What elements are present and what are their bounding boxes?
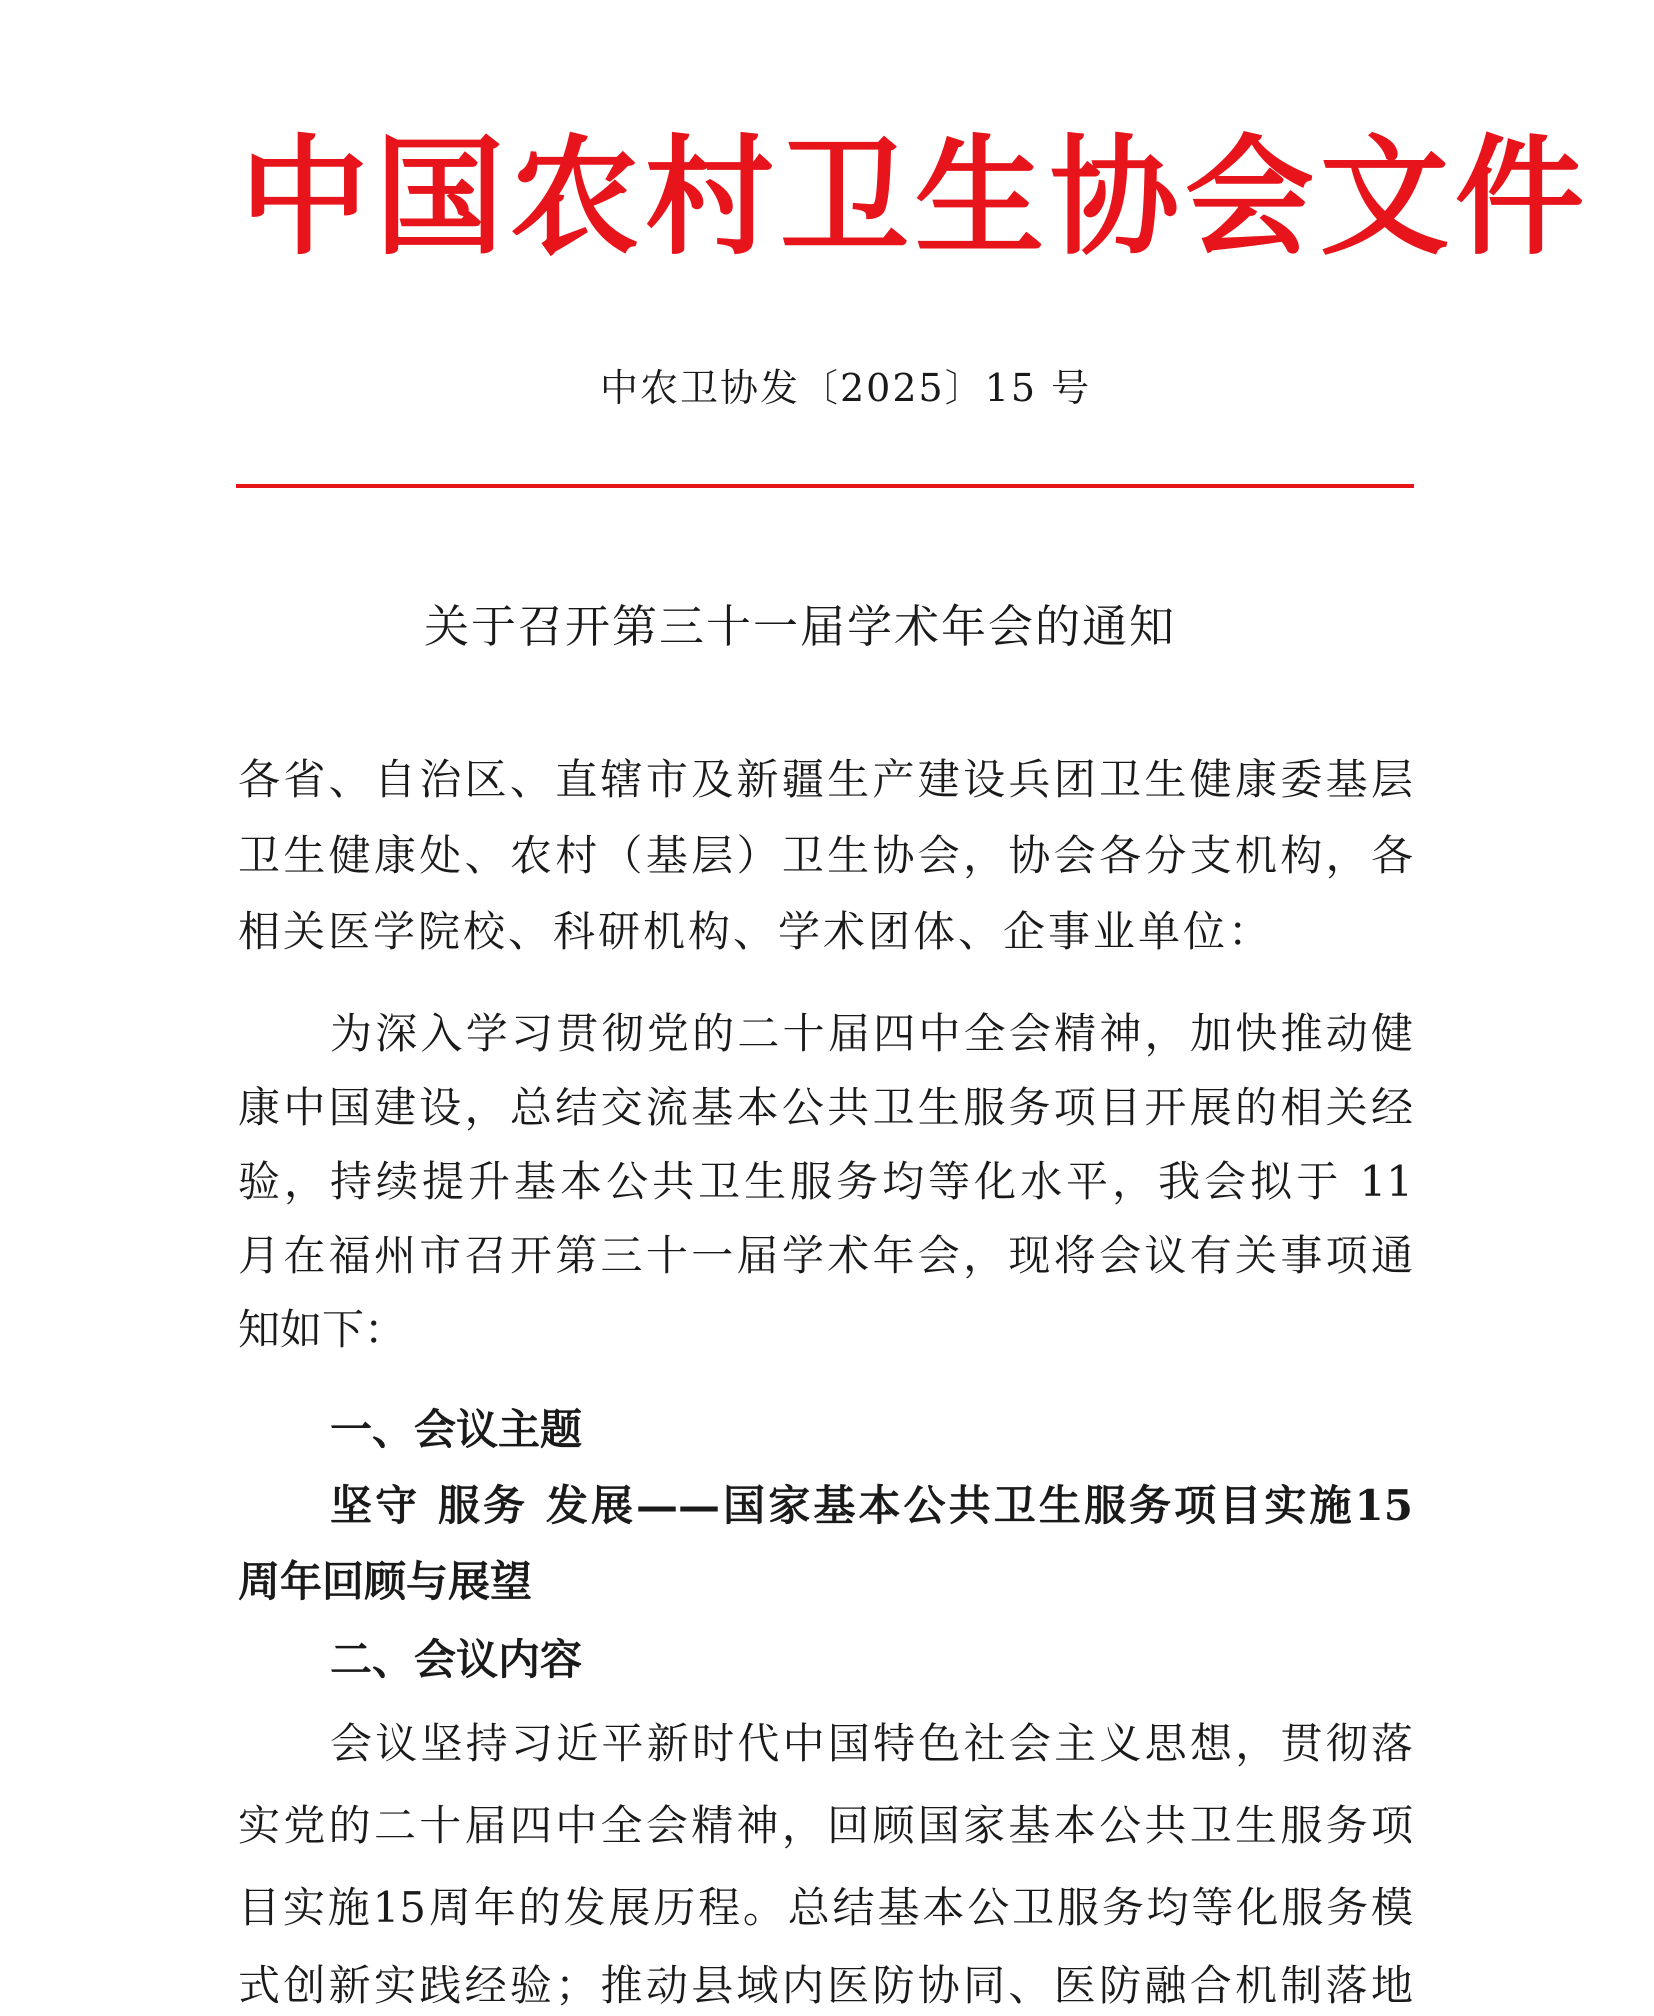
section-2-heading: 二、会议内容 <box>330 1635 583 1684</box>
document-header-title: 中国农村卫生协会文件 <box>240 123 1590 273</box>
content-line-3: 目实施15周年的发展历程。总结基本公卫服务均等化服务模 <box>238 1883 1413 1932</box>
intro-line-1: 为深入学习贯彻党的二十届四中全会精神，加快推动健 <box>330 1009 1413 1058</box>
theme-line-1: 坚守 服务 发展——国家基本公共卫生服务项目实施15 <box>330 1481 1413 1530</box>
addressee-line-3: 相关医学院校、科研机构、学术团体、企事业单位： <box>238 907 1274 956</box>
intro-line-5: 知如下： <box>238 1305 407 1354</box>
notice-title: 关于召开第三十一届学术年会的通知 <box>424 600 1177 653</box>
red-separator-line <box>236 484 1414 488</box>
intro-line-2: 康中国建设，总结交流基本公共卫生服务项目开展的相关经 <box>238 1083 1413 1132</box>
theme-line-2: 周年回顾与展望 <box>238 1557 533 1606</box>
content-line-4: 式创新实践经验；推动县域内医防协同、医防融合机制落地 <box>238 1961 1413 2010</box>
content-line-1: 会议坚持习近平新时代中国特色社会主义思想，贯彻落 <box>330 1719 1413 1768</box>
intro-line-3: 验，持续提升基本公共卫生服务均等化水平，我会拟于 11 <box>238 1157 1413 1206</box>
addressee-line-2: 卫生健康处、农村（基层）卫生协会，协会各分支机构，各 <box>238 831 1413 880</box>
document-number: 中农卫协发〔2025〕15 号 <box>600 366 1092 410</box>
addressee-line-1: 各省、自治区、直辖市及新疆生产建设兵团卫生健康委基层 <box>238 755 1413 804</box>
section-1-heading: 一、会议主题 <box>330 1405 583 1454</box>
content-line-2: 实党的二十届四中全会精神，回顾国家基本公共卫生服务项 <box>238 1801 1413 1850</box>
intro-line-4: 月在福州市召开第三十一届学术年会，现将会议有关事项通 <box>238 1231 1413 1280</box>
